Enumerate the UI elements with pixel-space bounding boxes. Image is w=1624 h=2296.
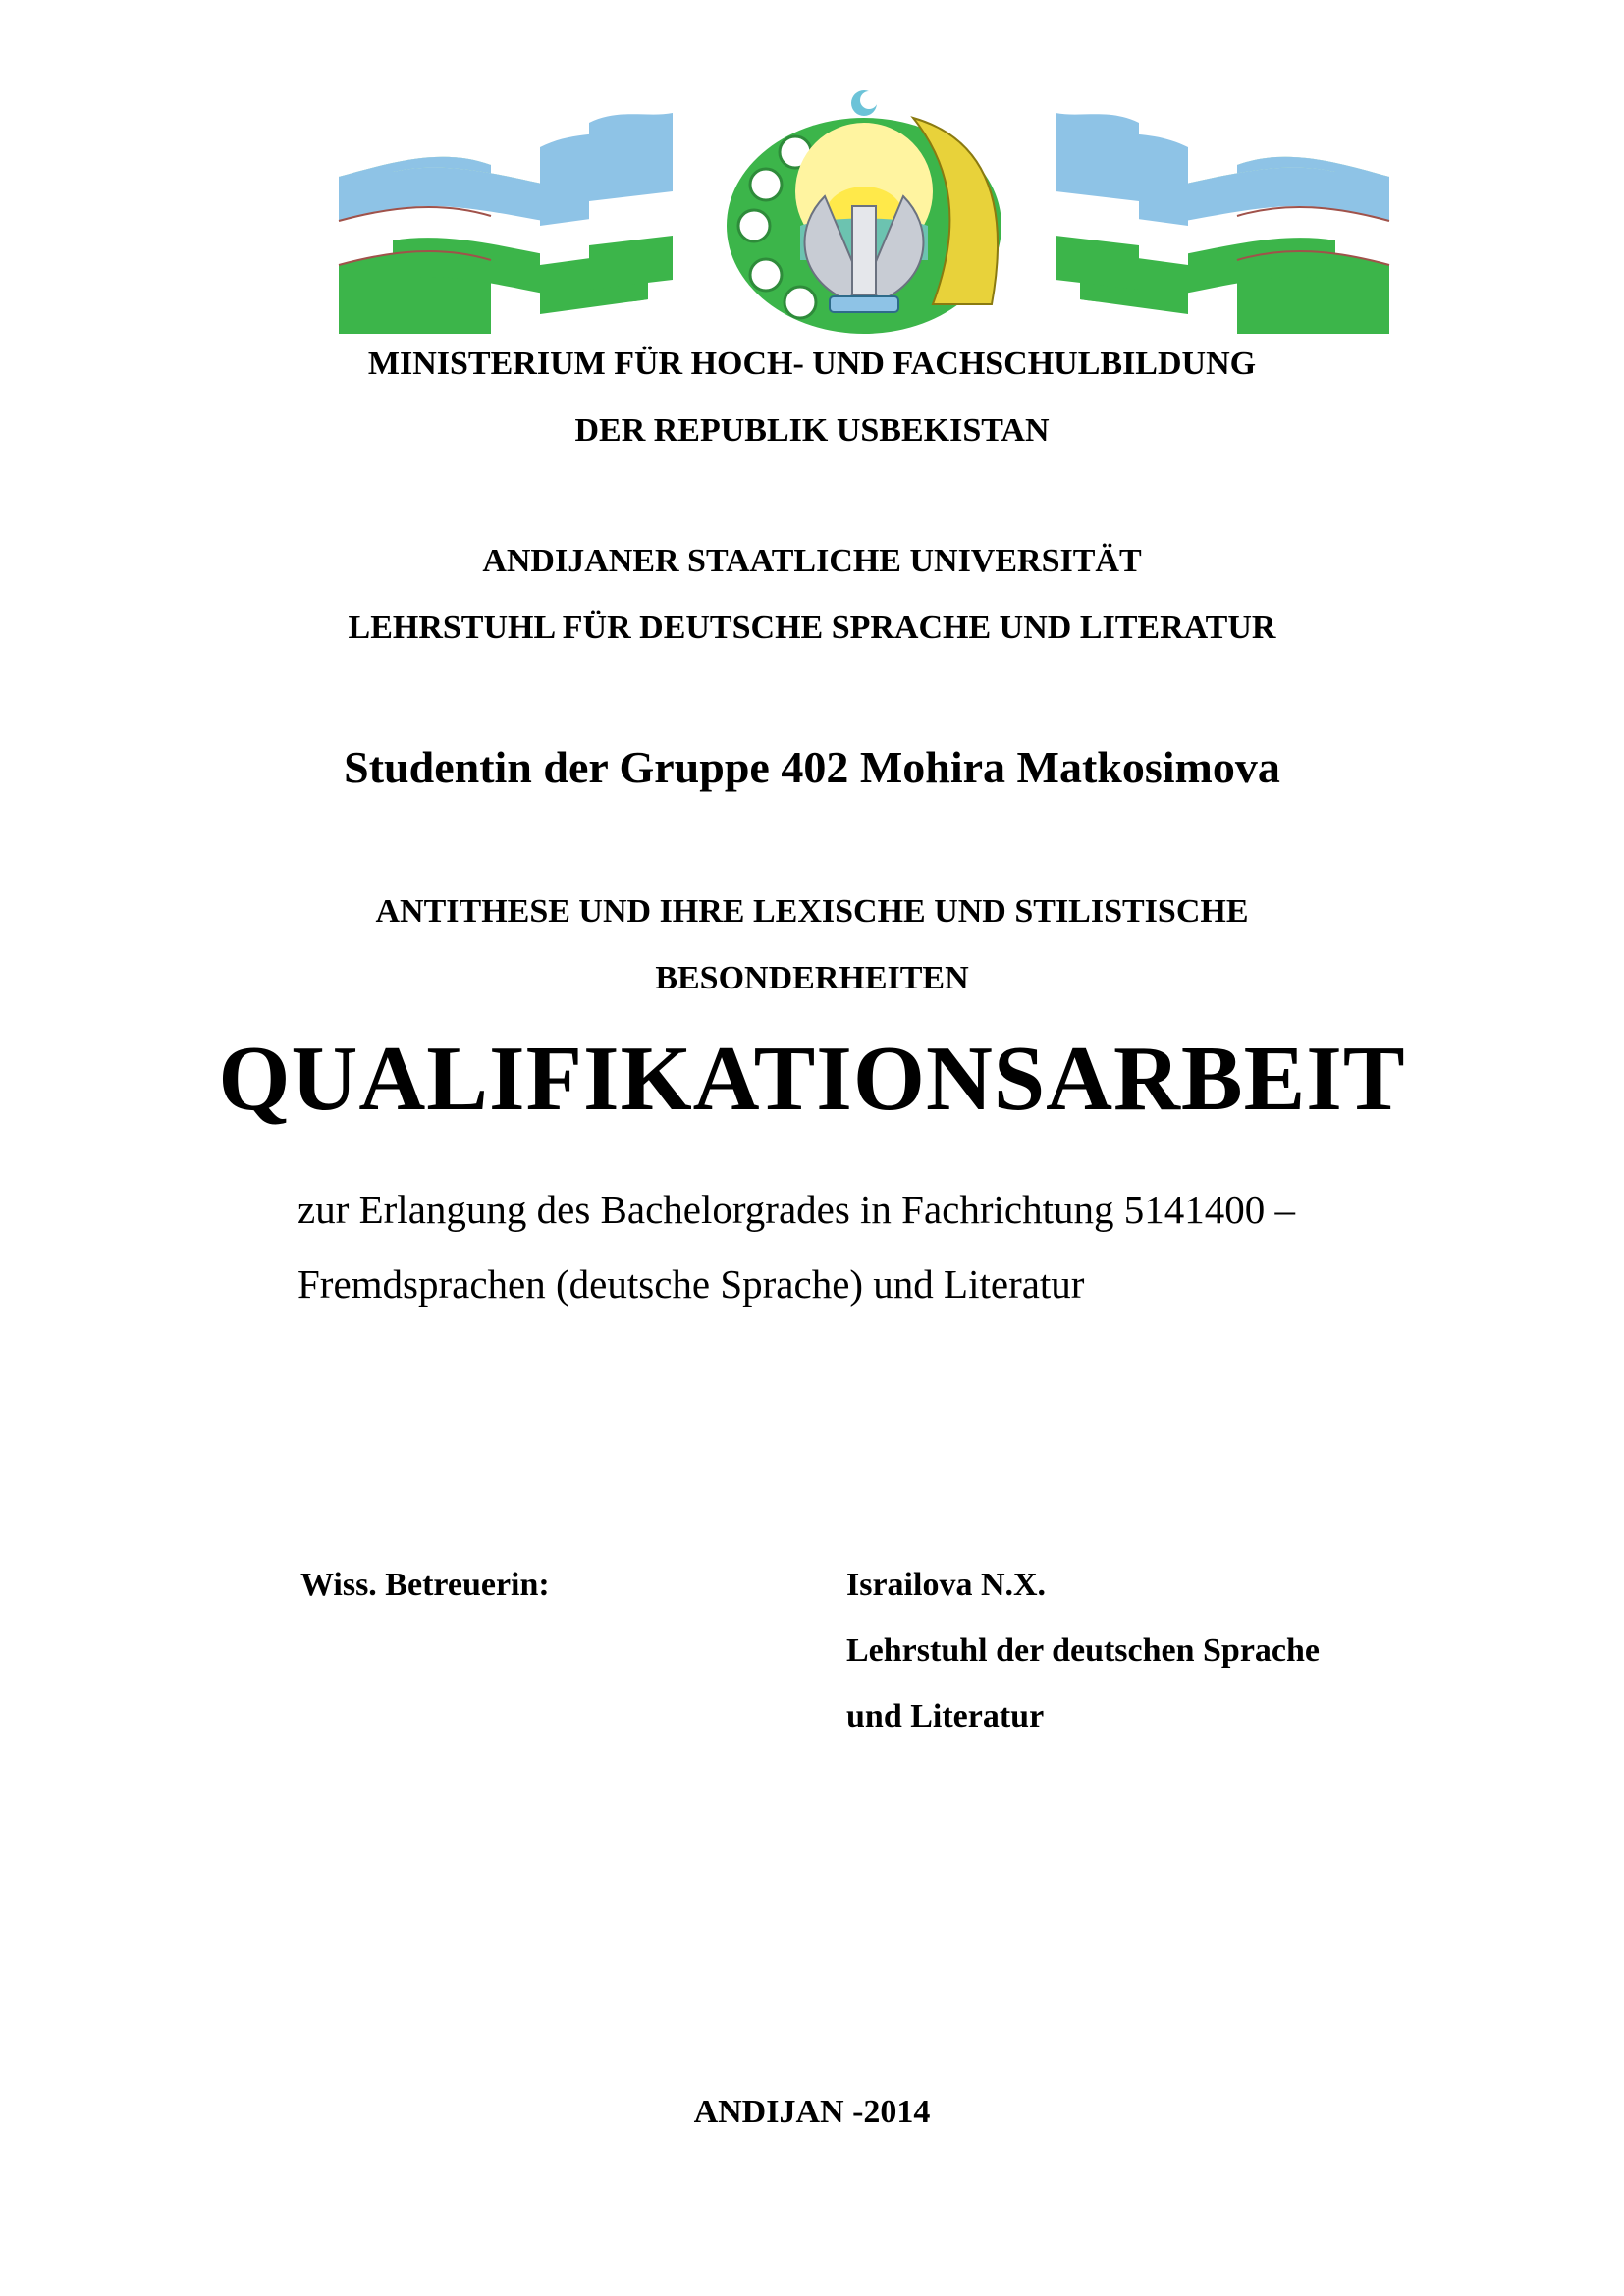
student-line: Studentin der Gruppe 402 Mohira Matkosimova — [344, 742, 1280, 792]
degree-subtitle-line-1: zur Erlangung des Bachelorgrades in Fachrichtung 5141400 – — [298, 1187, 1296, 1232]
topic-line-2: BESONDERHEITEN — [655, 960, 969, 996]
state-emblem-icon — [334, 79, 1394, 334]
supervisor-label: Wiss. Betreuerin: — [300, 1567, 550, 1603]
left-flag-ribbon — [339, 113, 673, 334]
degree-subtitle-line-2: Fremdsprachen (deutsche Sprache) und Literatur — [298, 1261, 1085, 1307]
topic-line-1: ANTITHESE UND IHRE LEXISCHE UND STILISTISCHE — [375, 893, 1249, 930]
department-name: LEHRSTUHL FÜR DEUTSCHE SPRACHE UND LITERATUR — [348, 610, 1276, 646]
right-flag-ribbon — [1056, 113, 1389, 334]
document-title: QUALIFIKATIONSARBEIT — [218, 1028, 1406, 1130]
coat-of-arms — [727, 90, 1001, 334]
ministry-line-2: DER REPUBLIK USBEKISTAN — [574, 412, 1050, 449]
university-name: ANDIJANER STAATLICHE UNIVERSITÄT — [482, 543, 1142, 579]
supervisor-affiliation-line-1: Lehrstuhl der deutschen Sprache — [846, 1632, 1321, 1669]
city-year: ANDIJAN -2014 — [693, 2094, 931, 2130]
ministry-line-1: MINISTERIUM FÜR HOCH- UND FACHSCHULBILDUNG — [367, 346, 1257, 382]
supervisor-name: Israilova N.X. — [846, 1567, 1047, 1603]
supervisor-affiliation-line-2: und Literatur — [846, 1698, 1045, 1735]
